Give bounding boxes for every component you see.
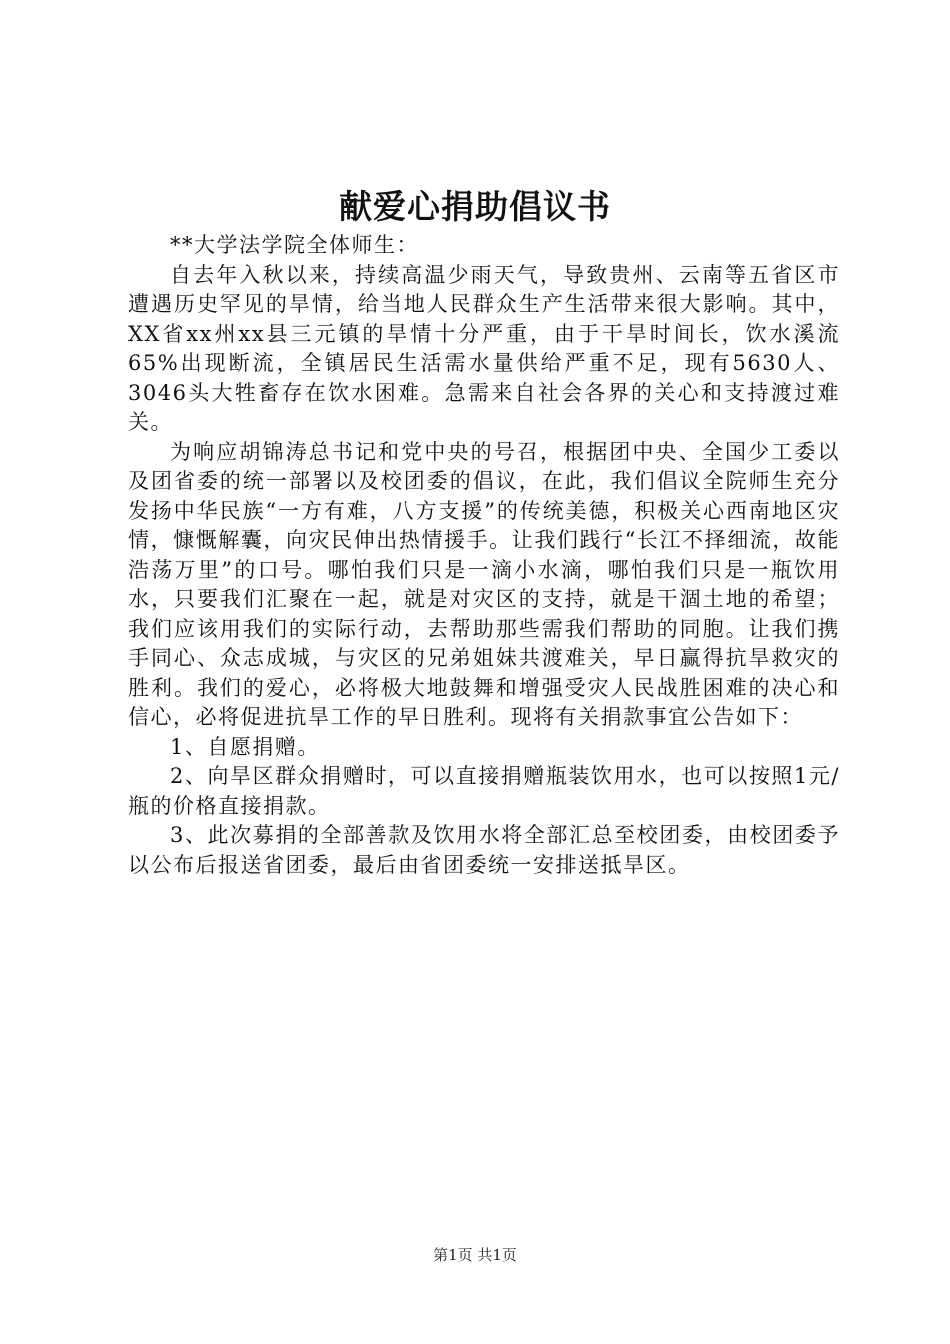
document-title: 献爱心捐助倡议书 [339,187,611,226]
list-item-donation-method: 2、向旱区群众捐赠时，可以直接捐赠瓶装饮用水，也可以按照1元/瓶的价格直接捐款。 [128,764,840,818]
paragraph-drought-situation: 自去年入秋以来，持续高温少雨天气，导致贵州、云南等五省区市遭遇历史罕见的旱情，给当地人民群众生产生活带来很大影响。其中，XX省xx州xx县三元镇的旱情十分严重，由于干旱时间长，饮水溪流65%出现断流，全镇居民生活需水量供给严重不足，现有5630人、3046头大牲畜存在饮水困难。急需来自社会各界的关心和支持渡过难关。 [128,262,840,434]
page-footer: 第1页 共1页 [433,1246,517,1264]
salutation: **大学法学院全体师生： [170,233,419,257]
list-item-voluntary-donation: 1、自愿捐赠。 [170,734,320,759]
list-item-donation-handling: 3、此次募捐的全部善款及饮用水将全部汇总至校团委，由校团委予以公布后报送省团委，最后由省团委统一安排送抵旱区。 [128,823,840,877]
paragraph-call-to-action: 为响应胡锦涛总书记和党中央的号召，根据团中央、全国少工委以及团省委的统一部署以及校团委的倡议，在此，我们倡议全院师生充分发扬中华民族“一方有难，八方支援”的传统美德，积极关心西南地区灾情，慷慨解囊，向灾民伸出热情援手。让我们践行“长江不择细流，故能浩荡万里”的口号。哪怕我们只是一滴小水滴，哪怕我们只是一瓶饮用水，只要我们汇聚在一起，就是对灾区的支持，就是干涸土地的希望；我们应该用我们的实际行动，去帮助那些需我们帮助的同胞。让我们携手同心、众志成城，与灾区的兄弟姐妹共渡难关，早日赢得抗旱救灾的胜利。我们的爱心，必将极大地鼓舞和增强受灾人民战胜困难的决心和信心，必将促进抗旱工作的早日胜利。现将有关捐款事宜公告如下： [128,439,840,729]
document-body [128,231,840,880]
